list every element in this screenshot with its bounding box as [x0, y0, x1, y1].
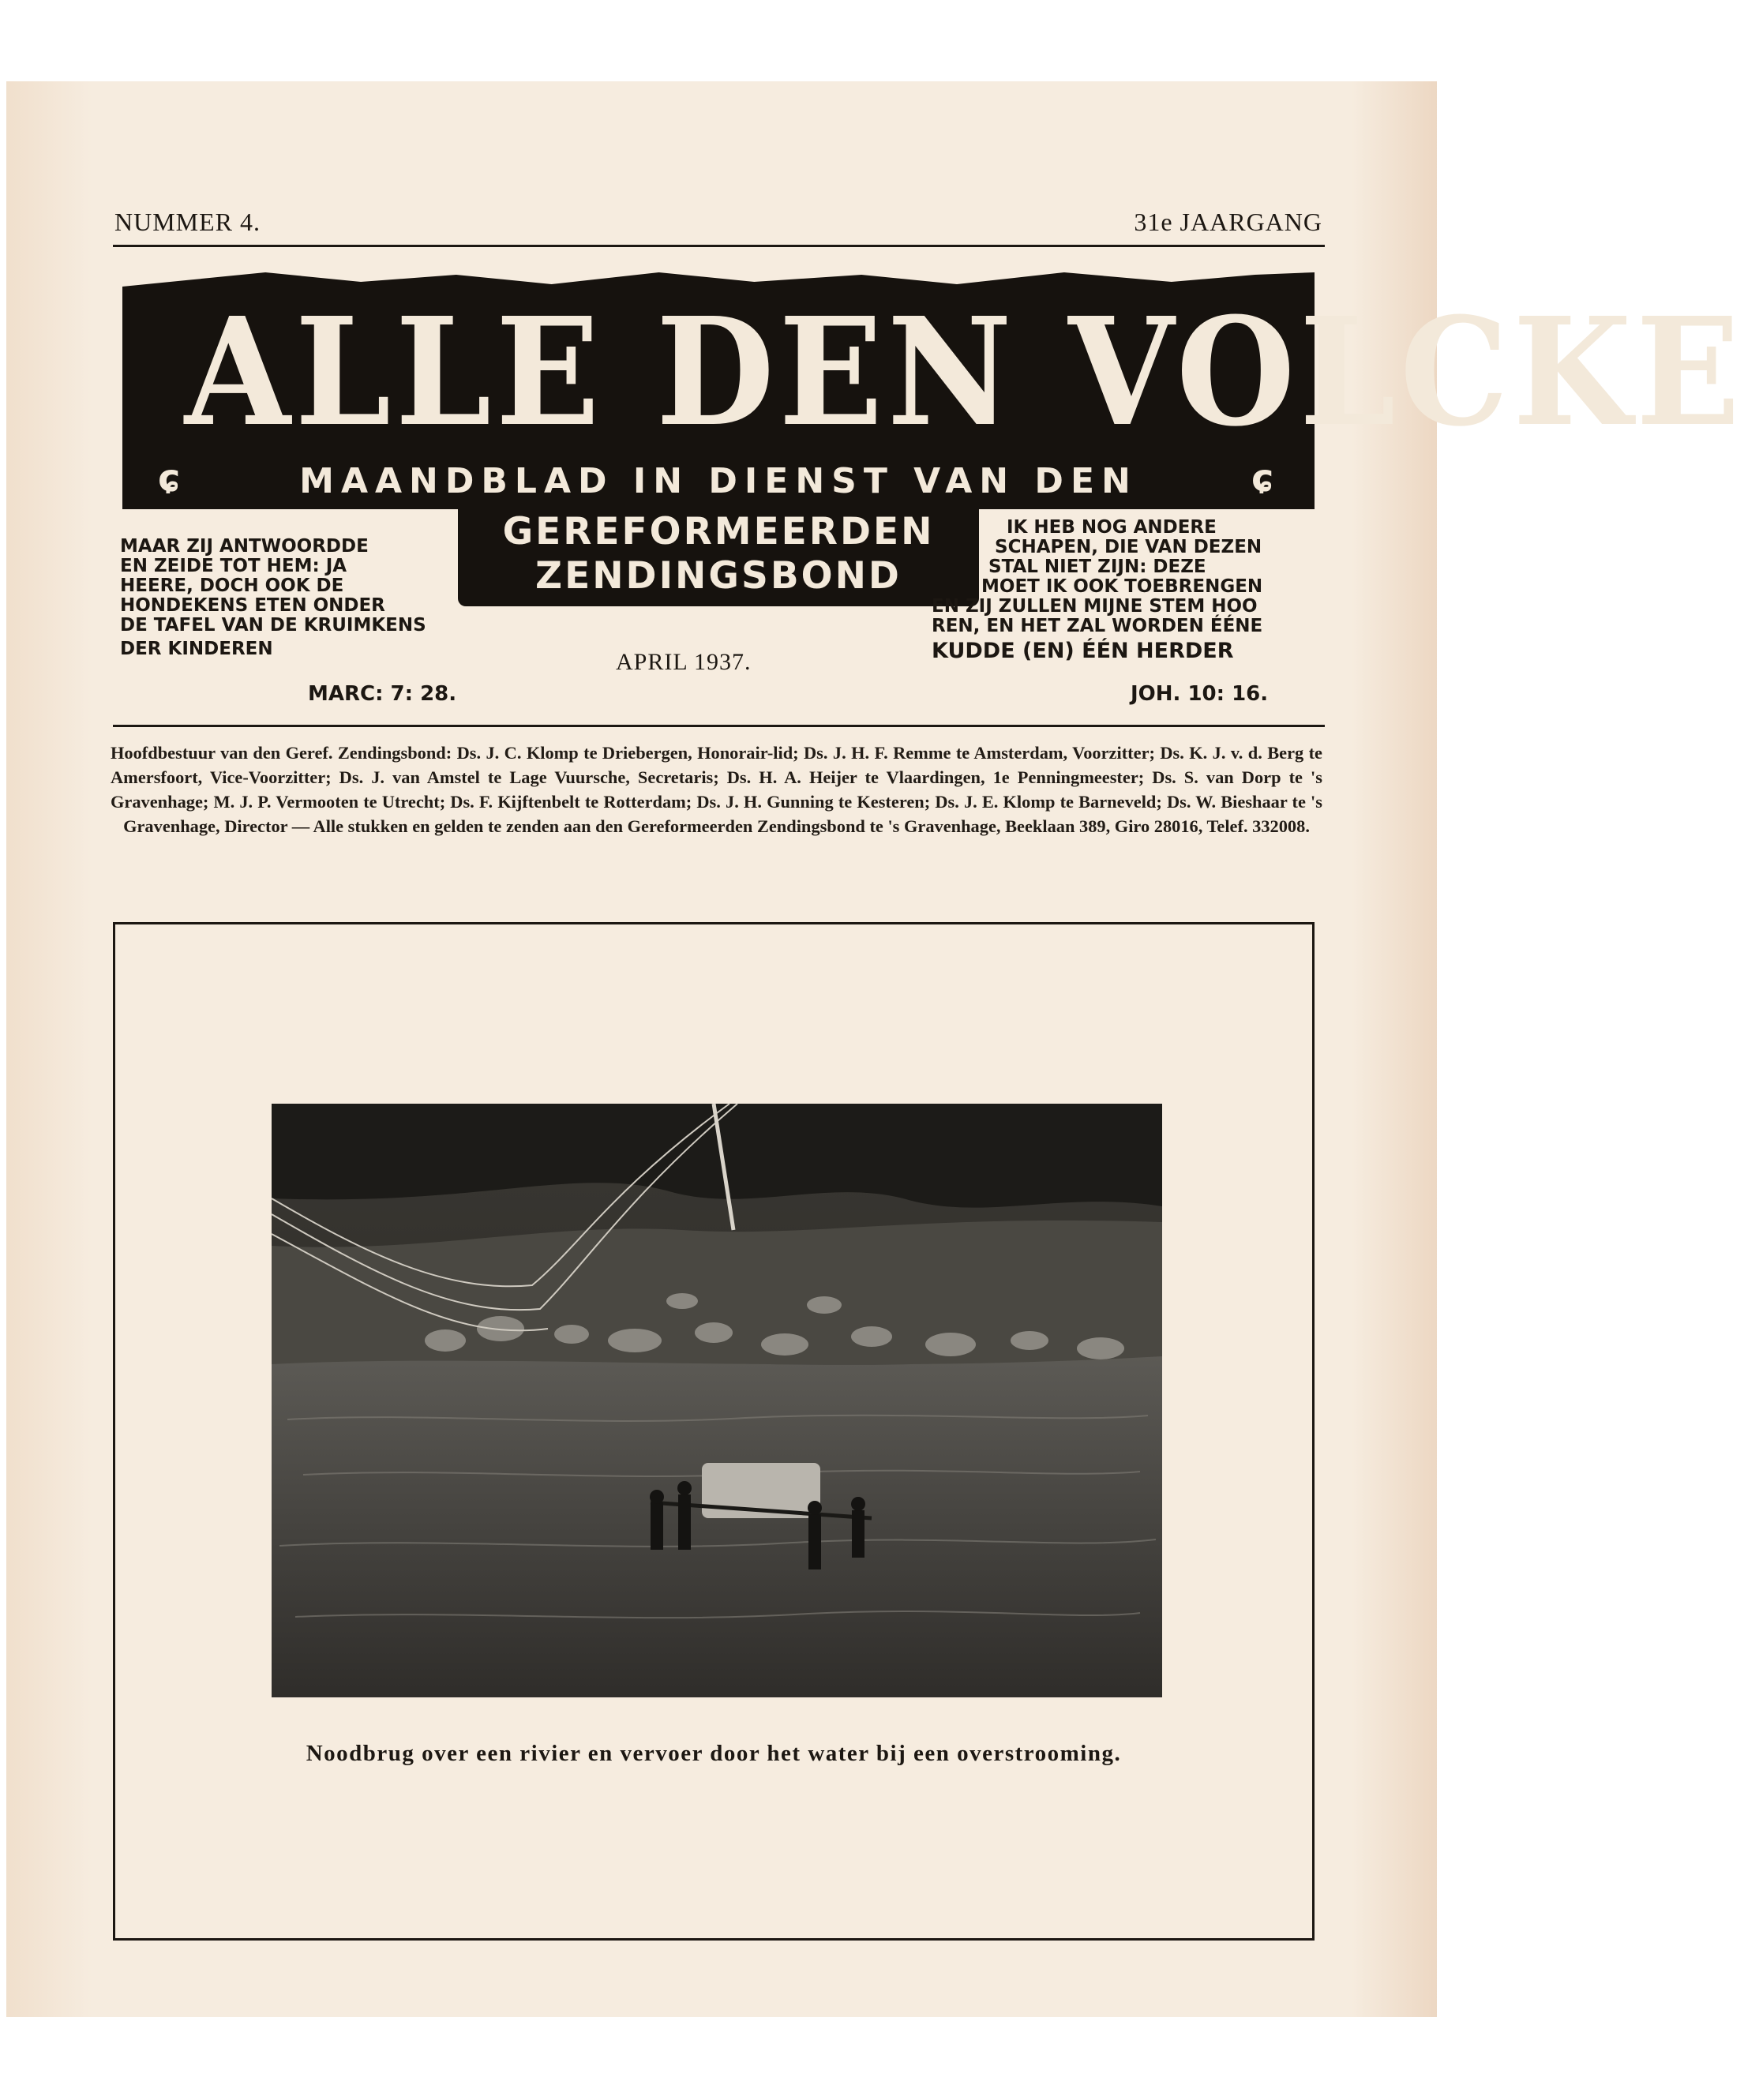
verse-right-reference: JOH. 10: 16.	[1131, 682, 1269, 706]
verse-right-line: REN, EN HET ZAL WORDEN ÉÉNE	[932, 616, 1263, 636]
verse-left-line: DER KINDEREN	[120, 639, 273, 659]
issue-date: APRIL 1937.	[616, 649, 752, 675]
verse-right-line: SCHAPEN, DIE VAN DEZEN	[995, 537, 1262, 557]
photo-caption: Noodbrug over een rivier en vervoer door het water bij een overstrooming.	[306, 1741, 1122, 1766]
verse-left-reference: MARC: 7: 28.	[308, 682, 457, 706]
verse-left-line: MAAR ZIJ ANTWOORDDE	[120, 536, 369, 557]
masthead-title: ALLE DEN VOLCKE	[184, 285, 1744, 459]
verse-left-line: HONDEKENS ETEN ONDER	[120, 595, 385, 616]
masthead-rule	[113, 725, 1325, 727]
verse-right-line: EN ZIJ ZULLEN MIJNE STEM HOO	[932, 596, 1258, 617]
right-swirl-ornament: ɕ	[1251, 456, 1274, 501]
verse-right-line: MOET IK OOK TOEBRENGEN	[981, 576, 1263, 597]
volume-number: 31e JAARGANG	[1134, 208, 1322, 236]
masthead-subtitle: MAANDBLAD IN DIENST VAN DEN	[299, 461, 1138, 501]
issue-number: NUMMER 4.	[114, 208, 261, 236]
board-members-text: Hoofdbestuur van den Geref. Zendingsbond: Ds. J. C. Klomp te Driebergen, Honorair-lid; Ds. J. H. F. Remme te Amsterdam, Voorzitter; Ds. K. J. v. d. Berg te Amersfoort, Vice-Voorzitter; Ds. J. van Amstel te Lage Vuursche, Secretaris; Ds. H. A. Heijer te Vlaardingen, 1e Penningmeester; Ds. S. van Dorp te 's Gravenhage; M. J. P. Vermooten te Utrecht; Ds. F. Kijftenbelt te Rotterdam; Ds. J. H. Gunning te Kesteren; Ds. J. E. Klomp te Barneveld; Ds. W. Bieshaar te 's Gravenhage, Director — Alle stukken en gelden te zenden aan den Gereformeerden Zendingsbond te 's Gravenhage, Beeklaan 389, Giro 28016, Telef. 332008.	[111, 743, 1322, 836]
org-name-line1: GEREFORMEERDEN	[502, 510, 935, 553]
org-name-line2: ZENDINGSBOND	[535, 554, 902, 598]
verse-right-line: KUDDE (EN) ÉÉN HERDER	[932, 639, 1234, 663]
verse-left-line: DE TAFEL VAN DE KRUIMKENS	[120, 615, 426, 636]
verse-left-line: EN ZEIDE TOT HEM: JA	[120, 556, 347, 576]
verse-left-line: HEERE, DOCH OOK DE	[120, 576, 344, 596]
masthead-org-tab	[458, 505, 979, 606]
river-crossing-photo	[272, 1104, 1162, 1697]
left-swirl-ornament: ɕ	[158, 456, 181, 501]
verse-right-line: IK HEB NOG ANDERE	[1007, 517, 1217, 538]
verse-right-line: STAL NIET ZIJN: DEZE	[988, 557, 1206, 577]
header-rule	[113, 245, 1325, 247]
river-crossing-illustration	[272, 1104, 1162, 1697]
